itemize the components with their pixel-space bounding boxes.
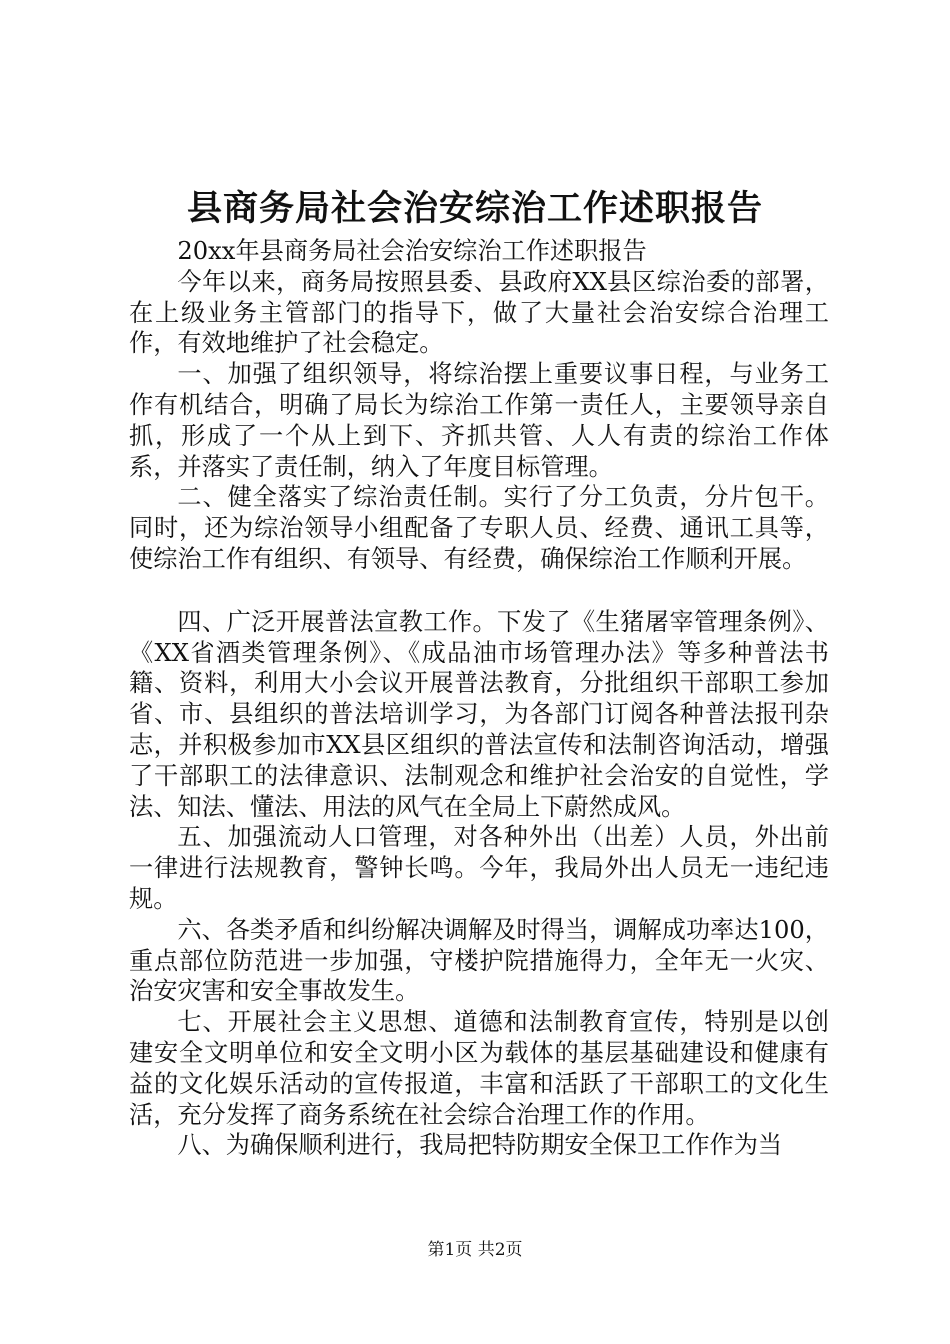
paragraph-1: 一、加强了组织领导，将综治摆上重要议事日程，与业务工作有机结合，明确了局长为综治工作第一责任人，主要领导亲自抓，形成了一个从上到下、齐抓共管、人人有责的综治工作体系，并落实了责任制，纳入了年度目标管理。 (129, 360, 829, 481)
paragraph-6: 六、各类矛盾和纠纷解决调解及时得当，调解成功率达100，重点部位防范进一步加强，守楼护院措施得力，全年无一火灾、治安灾害和安全事故发生。 (129, 915, 829, 1006)
subtitle-paragraph: 20xx年县商务局社会治安综治工作述职报告 (177, 237, 647, 265)
document-title: 县商务局社会治安综治工作述职报告 (186, 188, 763, 229)
paragraph-7: 七、开展社会主义思想、道德和法制教育宣传，特别是以创建安全文明单位和安全文明小区为载体的基层基础建设和健康有益的文化娱乐活动的宣传报道，丰富和活跃了干部职工的文化生活，充分发挥了商务系统在社会综合治理工作的作用。 (129, 1008, 829, 1129)
paragraph-2: 二、健全落实了综治责任制。实行了分工负责，分片包干。同时，还为综治领导小组配备了专职人员、经费、通讯工具等，使综治工作有组织、有领导、有经费，确保综治工作顺利开展。 (129, 483, 829, 573)
paragraph-8: 八、为确保顺利进行，我局把特防期安全保卫工作作为当 (177, 1131, 783, 1160)
paragraph-intro: 今年以来，商务局按照县委、县政府XX县区综治委的部署，在上级业务主管部门的指导下，做了大量社会治安综合治理工作，有效地维护了社会稳定。 (129, 267, 829, 358)
paragraph-4: 四、广泛开展普法宣教工作。下发了《生猪屠宰管理条例》、《XX省酒类管理条例》、《成品油市场管理办法》等多种普法书籍、资料，利用大小会议开展普法教育，分批组织干部职工参加省、市、县组织的普法培训学习，为各部门订阅各种普法报刊杂志，并积极参加市XX县区组织的普法宣传和法制咨询活动，增强了干部职工的法律意识、法制观念和维护社会治安的自觉性，学法、知法、懂法、用法的风气在全局上下蔚然成风。 (129, 607, 829, 821)
page-number-footer: 第1页 共2页 (427, 1240, 523, 1260)
paragraph-5: 五、加强流动人口管理，对各种外出（出差）人员，外出前一律进行法规教育，警钟长鸣。今年，我局外出人员无一违纪违规。 (129, 823, 829, 913)
document-body (129, 236, 829, 1161)
